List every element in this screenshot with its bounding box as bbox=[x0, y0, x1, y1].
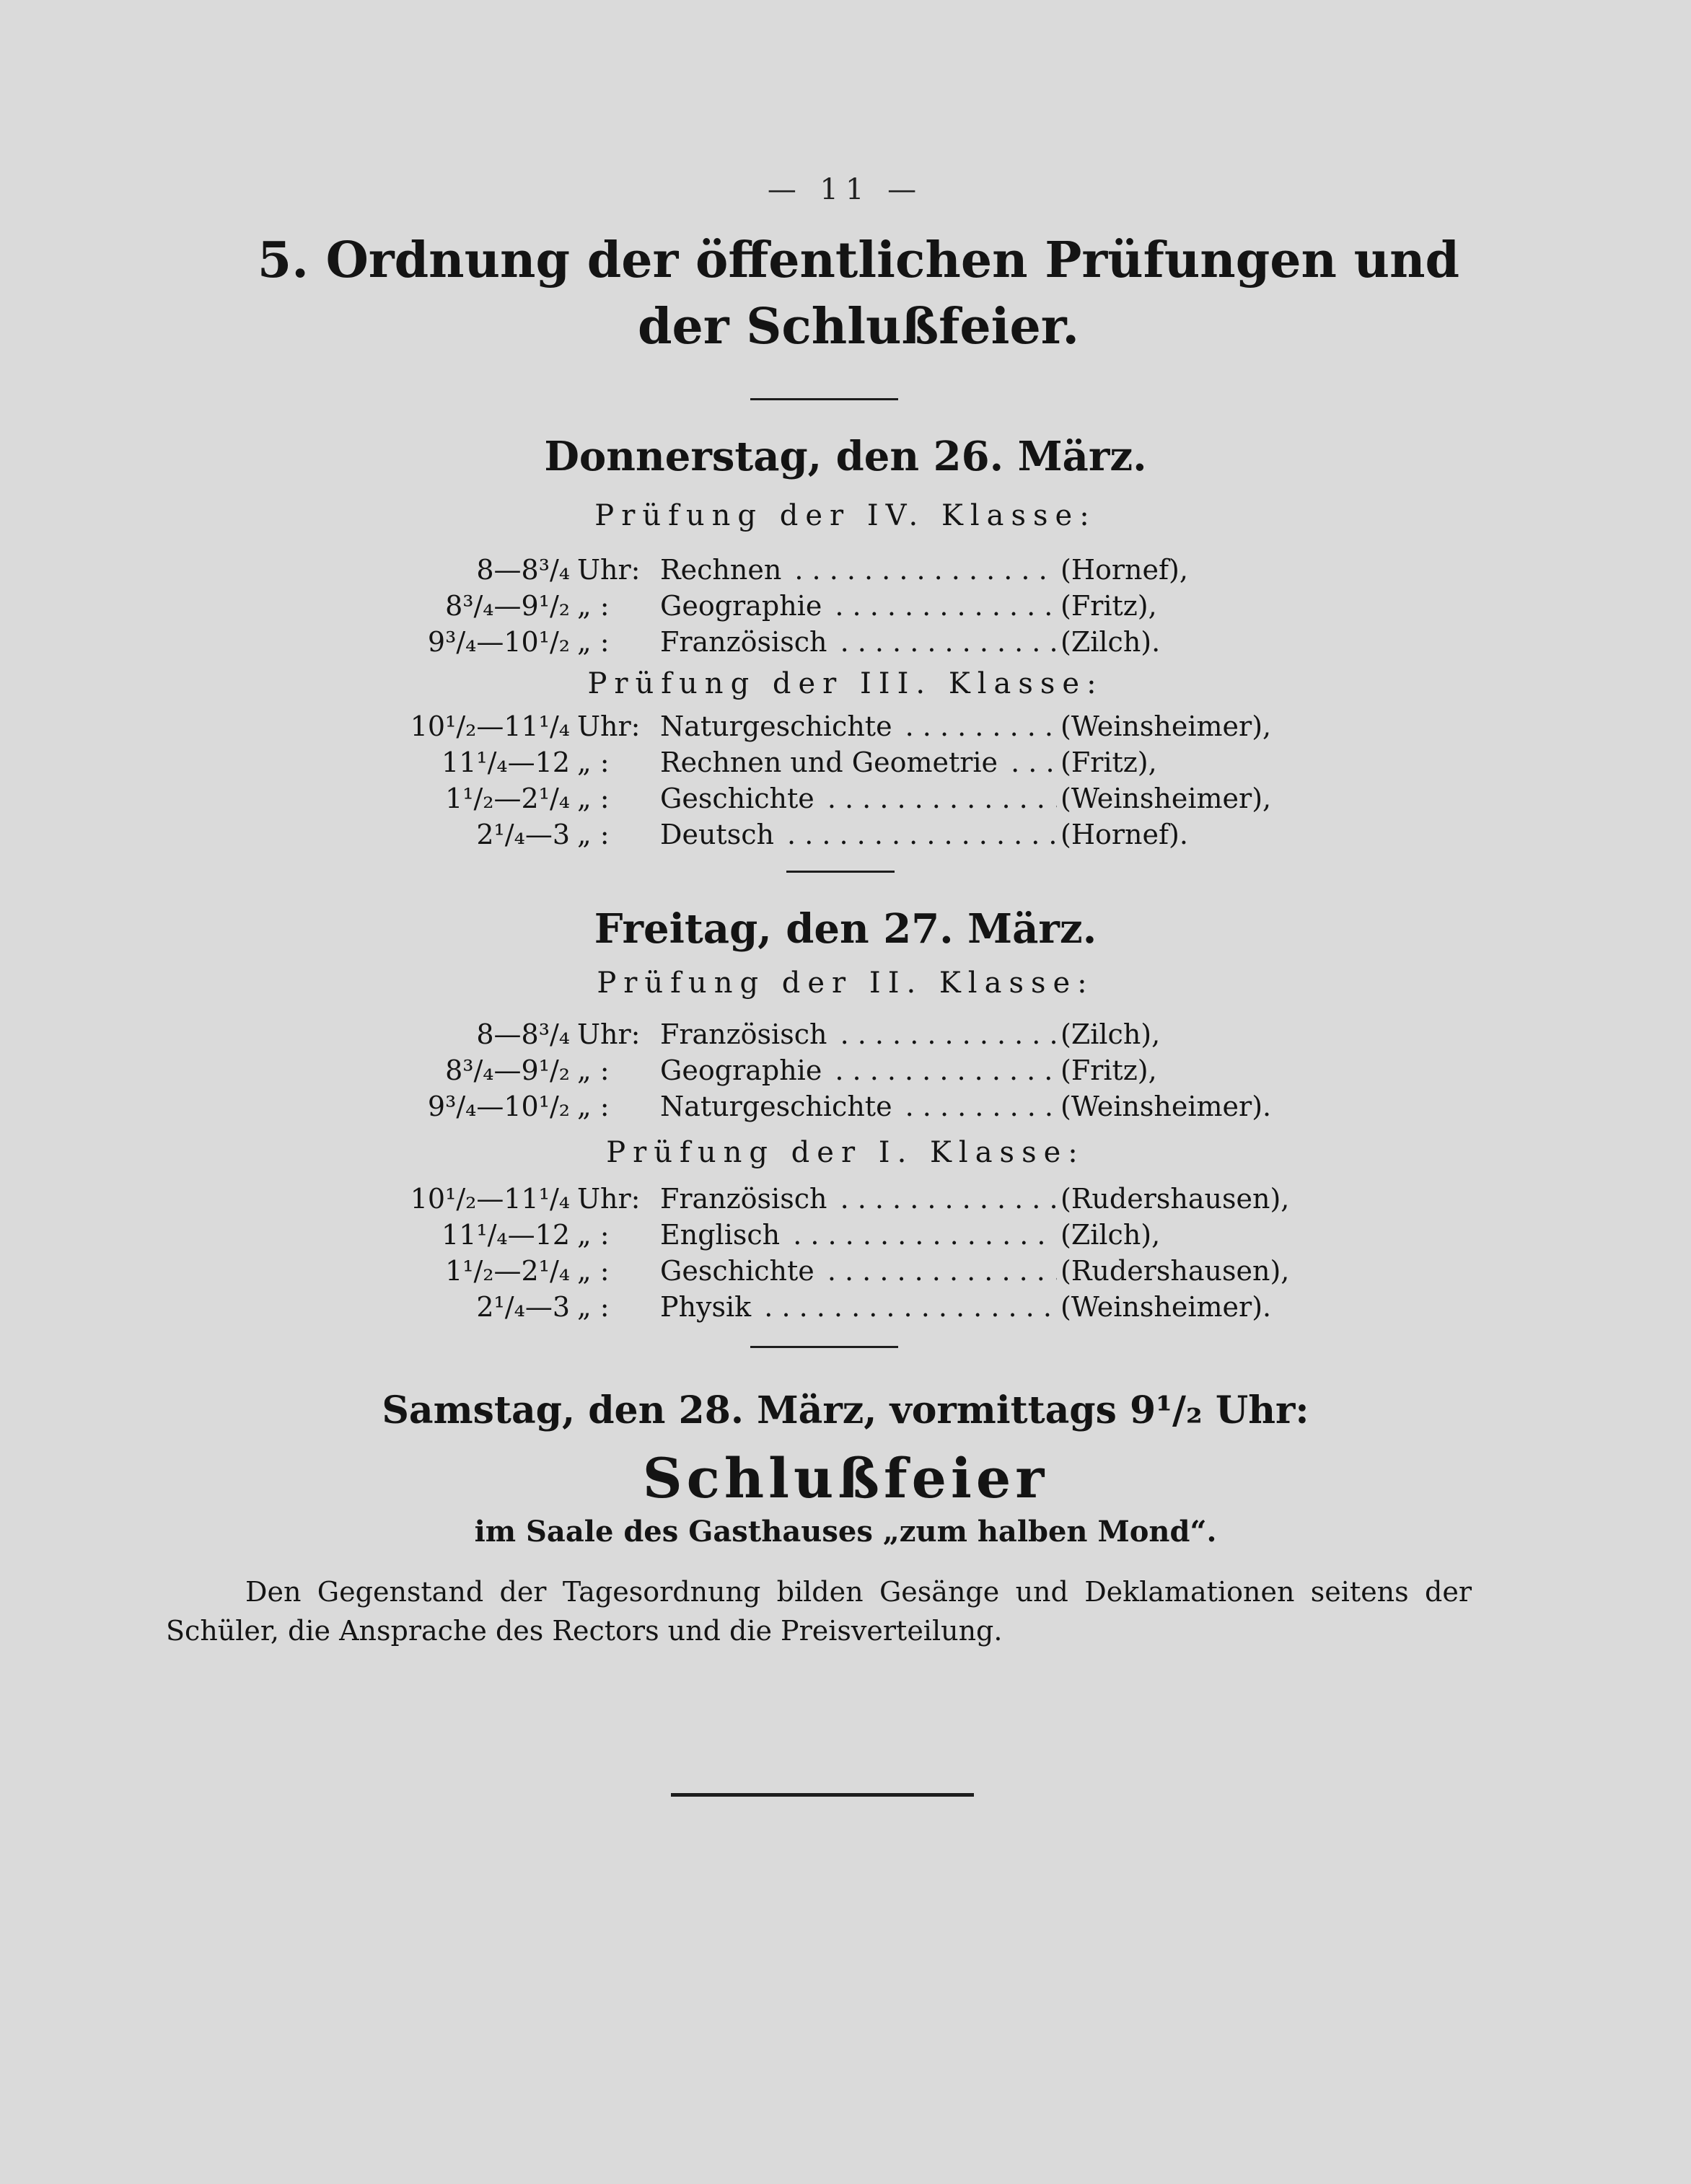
uhr-label: „ : bbox=[577, 1054, 610, 1086]
schedule-row bbox=[0, 1091, 1691, 1127]
time-slot: 8³/₄—9¹/₂ bbox=[445, 590, 570, 622]
ceremony-title: Schlußfeier bbox=[642, 1446, 1049, 1510]
subject bbox=[660, 710, 1057, 742]
uhr-label: Uhr: bbox=[577, 1183, 641, 1215]
subject-text: Französisch bbox=[660, 1018, 831, 1050]
subject-text: Rechnen und Geometrie bbox=[660, 747, 1002, 778]
teacher: (Rudershausen), bbox=[1060, 1183, 1363, 1215]
subject-text: Rechnen bbox=[660, 554, 786, 586]
teacher: (Fritz), bbox=[1060, 1054, 1363, 1086]
time-slot: 8—8³/₄ bbox=[476, 554, 570, 586]
exam-class-iv-label: Prüfung der IV. Klasse: bbox=[594, 499, 1097, 532]
subject-text: Geschichte bbox=[660, 783, 819, 814]
subject-text: Naturgeschichte bbox=[660, 710, 897, 742]
subject-text: Naturgeschichte bbox=[660, 1091, 897, 1122]
time-slot: 1¹/₂—2¹/₄ bbox=[445, 783, 570, 814]
day-heading-thursday: Donnerstag, den 26. März. bbox=[544, 433, 1147, 480]
teacher: (Zilch). bbox=[1060, 626, 1363, 658]
day-heading-friday: Freitag, den 27. März. bbox=[594, 905, 1097, 953]
subject-text: Englisch bbox=[660, 1219, 784, 1251]
uhr-label: Uhr: bbox=[577, 554, 641, 586]
subject bbox=[660, 1054, 1057, 1086]
time-slot: 10¹/₂—11¹/₄ bbox=[410, 710, 570, 742]
uhr-label: „ : bbox=[577, 590, 610, 622]
exam-class-ii-label: Prüfung der II. Klasse: bbox=[597, 966, 1094, 1000]
subject bbox=[660, 626, 1057, 658]
schedule-row bbox=[0, 710, 1691, 747]
subject bbox=[660, 1018, 1057, 1050]
teacher: (Hornef), bbox=[1060, 554, 1363, 586]
uhr-label: „ : bbox=[577, 783, 610, 814]
subject-text: Physik bbox=[660, 1291, 755, 1323]
uhr-label: Uhr: bbox=[577, 1018, 641, 1050]
teacher: (Weinsheimer), bbox=[1060, 710, 1363, 742]
time-slot: 1¹/₂—2¹/₄ bbox=[445, 1255, 570, 1287]
subject-text: Deutsch bbox=[660, 819, 778, 850]
uhr-label: „ : bbox=[577, 1091, 610, 1122]
time-slot: 8³/₄—9¹/₂ bbox=[445, 1054, 570, 1086]
time-slot: 9³/₄—10¹/₂ bbox=[427, 626, 570, 658]
subject-text: Französisch bbox=[660, 1183, 831, 1215]
divider bbox=[750, 1346, 898, 1348]
schedule-row bbox=[0, 819, 1691, 855]
uhr-label: Uhr: bbox=[577, 710, 641, 742]
time-slot: 10¹/₂—11¹/₄ bbox=[410, 1183, 570, 1215]
schedule-row bbox=[0, 1054, 1691, 1091]
uhr-label: „ : bbox=[577, 626, 610, 658]
closing-heading: Samstag, den 28. März, vormittags 9¹/₂ Uhr: bbox=[382, 1388, 1309, 1432]
exam-class-iii-label: Prüfung der III. Klasse: bbox=[587, 667, 1104, 700]
time-slot: 11¹/₄—12 bbox=[442, 1219, 570, 1251]
teacher: (Fritz), bbox=[1060, 747, 1363, 778]
end-rule bbox=[671, 1793, 974, 1797]
teacher: (Hornef). bbox=[1060, 819, 1363, 850]
subject bbox=[660, 819, 1057, 850]
teacher: (Weinsheimer). bbox=[1060, 1291, 1363, 1323]
uhr-label: „ : bbox=[577, 1291, 610, 1323]
exam-class-i-label: Prüfung der I. Klasse: bbox=[606, 1136, 1085, 1169]
subject bbox=[660, 1291, 1057, 1323]
schedule-row bbox=[0, 1219, 1691, 1255]
schedule-row bbox=[0, 1018, 1691, 1054]
teacher: (Weinsheimer). bbox=[1060, 1091, 1363, 1122]
venue-line: im Saale des Gasthauses „zum halben Mond“. bbox=[474, 1515, 1217, 1549]
time-slot: 2¹/₄—3 bbox=[476, 1291, 570, 1323]
subject bbox=[660, 1219, 1057, 1251]
subject-text: Geschichte bbox=[660, 1255, 819, 1287]
divider bbox=[786, 871, 895, 873]
subject-text: Französisch bbox=[660, 626, 831, 658]
subject-text: Geographie bbox=[660, 590, 826, 622]
schedule-row bbox=[0, 1255, 1691, 1291]
subject-text: Geographie bbox=[660, 1054, 826, 1086]
uhr-label: „ : bbox=[577, 747, 610, 778]
teacher: (Zilch), bbox=[1060, 1018, 1363, 1050]
time-slot: 2¹/₄—3 bbox=[476, 819, 570, 850]
divider bbox=[750, 398, 898, 400]
teacher: (Zilch), bbox=[1060, 1219, 1363, 1251]
subject bbox=[660, 590, 1057, 622]
teacher: (Weinsheimer), bbox=[1060, 783, 1363, 814]
time-slot: 11¹/₄—12 bbox=[442, 747, 570, 778]
uhr-label: „ : bbox=[577, 819, 610, 850]
schedule-row bbox=[0, 590, 1691, 626]
teacher: (Fritz), bbox=[1060, 590, 1363, 622]
subject bbox=[660, 1091, 1057, 1122]
schedule-row bbox=[0, 783, 1691, 819]
uhr-label: „ : bbox=[577, 1255, 610, 1287]
subject bbox=[660, 783, 1057, 814]
page-number: — 11 — bbox=[767, 173, 924, 206]
teacher: (Rudershausen), bbox=[1060, 1255, 1363, 1287]
subject bbox=[660, 554, 1057, 586]
agenda-paragraph: Den Gegenstand der Tagesordnung bilden Gesänge und Deklamationen seitens der Schüler, die Ansprache des Rectors und die Preisverteilung. bbox=[166, 1576, 1472, 1647]
time-slot: 9³/₄—10¹/₂ bbox=[427, 1091, 570, 1122]
subject bbox=[660, 1255, 1057, 1287]
section-title: 5. Ordnung der öffentlichen Prüfungen und der Schlußfeier. bbox=[257, 232, 1460, 356]
schedule-row bbox=[0, 747, 1691, 783]
schedule-row bbox=[0, 1183, 1691, 1219]
subject bbox=[660, 1183, 1057, 1215]
schedule-row bbox=[0, 554, 1691, 590]
time-slot: 8—8³/₄ bbox=[476, 1018, 570, 1050]
uhr-label: „ : bbox=[577, 1219, 610, 1251]
subject bbox=[660, 747, 1057, 778]
schedule-row bbox=[0, 1291, 1691, 1327]
schedule-row bbox=[0, 626, 1691, 662]
